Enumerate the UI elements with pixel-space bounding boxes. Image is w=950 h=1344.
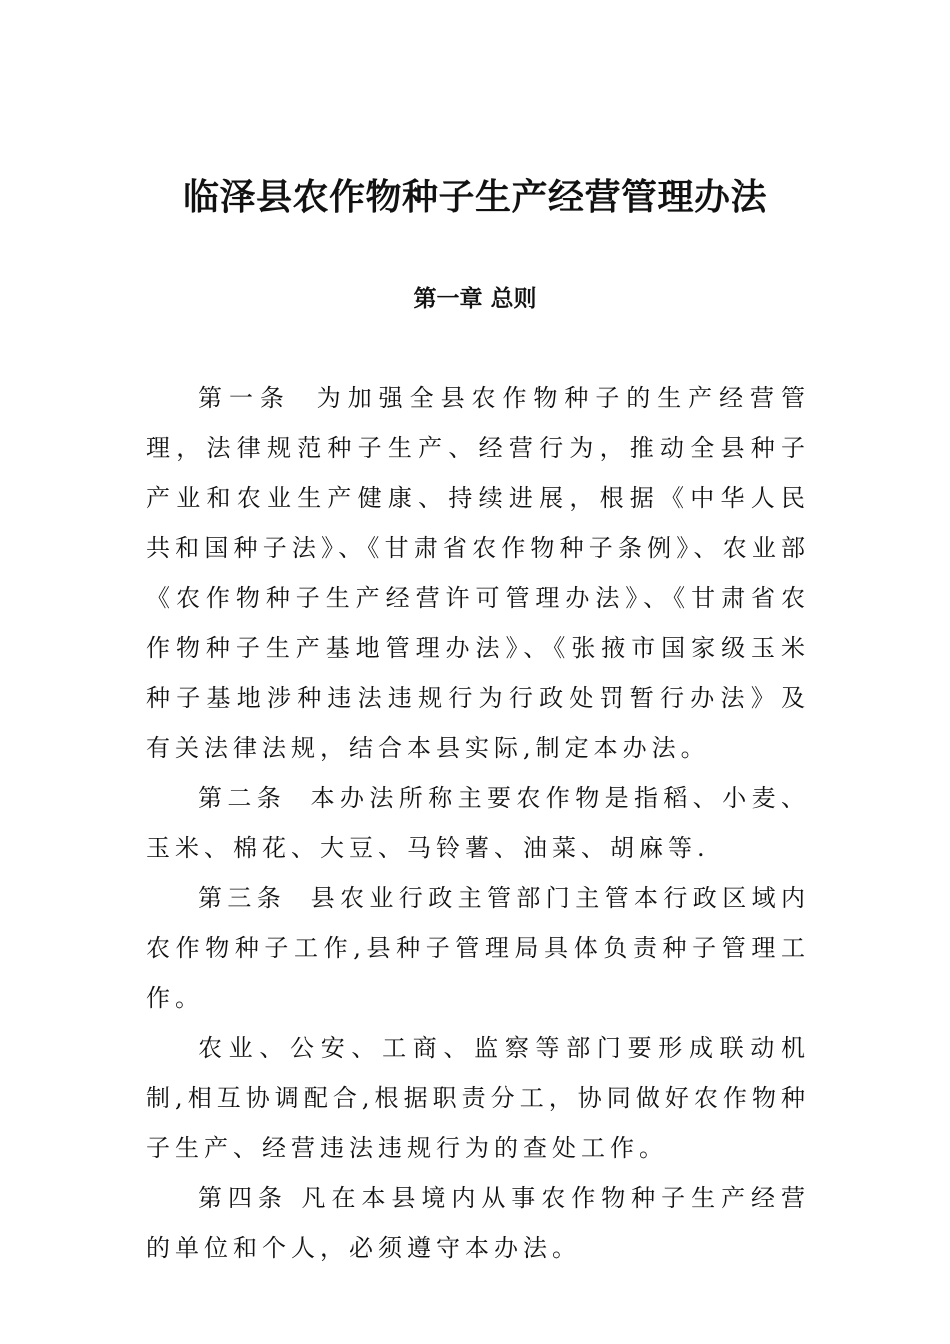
article-label: 第四条: [198, 1184, 288, 1212]
article-3: [146, 873, 810, 1023]
article-4: [146, 1173, 810, 1273]
article-1: [146, 373, 810, 773]
article-text: 为加强全县农作物种子的生产经营管理，法律规范种子生产、经营行为，推动全县种子产业和农业生产健康、持续进展，根据《中华人民共和国种子法》、《甘肃省农作物种子条例》、农业部《农作物种子生产经营许可管理办法》、《甘肃省农作物种子生产基地管理办法》、《张掖市国家级玉米种子基地涉种违法违规行为行政处罚暂行办法》及有关法律法规，结合本县实际,制定本办法。: [146, 384, 811, 762]
article-text: 凡在本县境内从事农作物种子生产经营的单位和个人，必须遵守本办法。: [146, 1184, 811, 1262]
article-label: 第三条: [198, 884, 287, 912]
document-body: [146, 373, 810, 1273]
article-label: 第一条: [198, 384, 291, 412]
chapter-title: 第一章 总则: [413, 286, 537, 312]
article-text: 本办法所称主要农作物是指稻、小麦、玉米、棉花、大豆、马铃薯、油菜、胡麻等.: [146, 784, 811, 862]
article-text: 县农业行政主管部门主管本行政区域内农作物种子工作,县种子管理局具体负责种子管理工作。: [146, 884, 811, 1012]
article-text: 农业、公安、工商、监察等部门要形成联动机制,相互协调配合,根据职责分工，协同做好农作物种子生产、经营违法违规行为的查处工作。: [146, 1034, 810, 1162]
article-label: 第二条: [198, 784, 287, 812]
article-3-continuation: [146, 1023, 810, 1173]
article-2: [146, 773, 810, 873]
document-title: 临泽县农作物种子生产经营管理办法: [182, 176, 767, 218]
